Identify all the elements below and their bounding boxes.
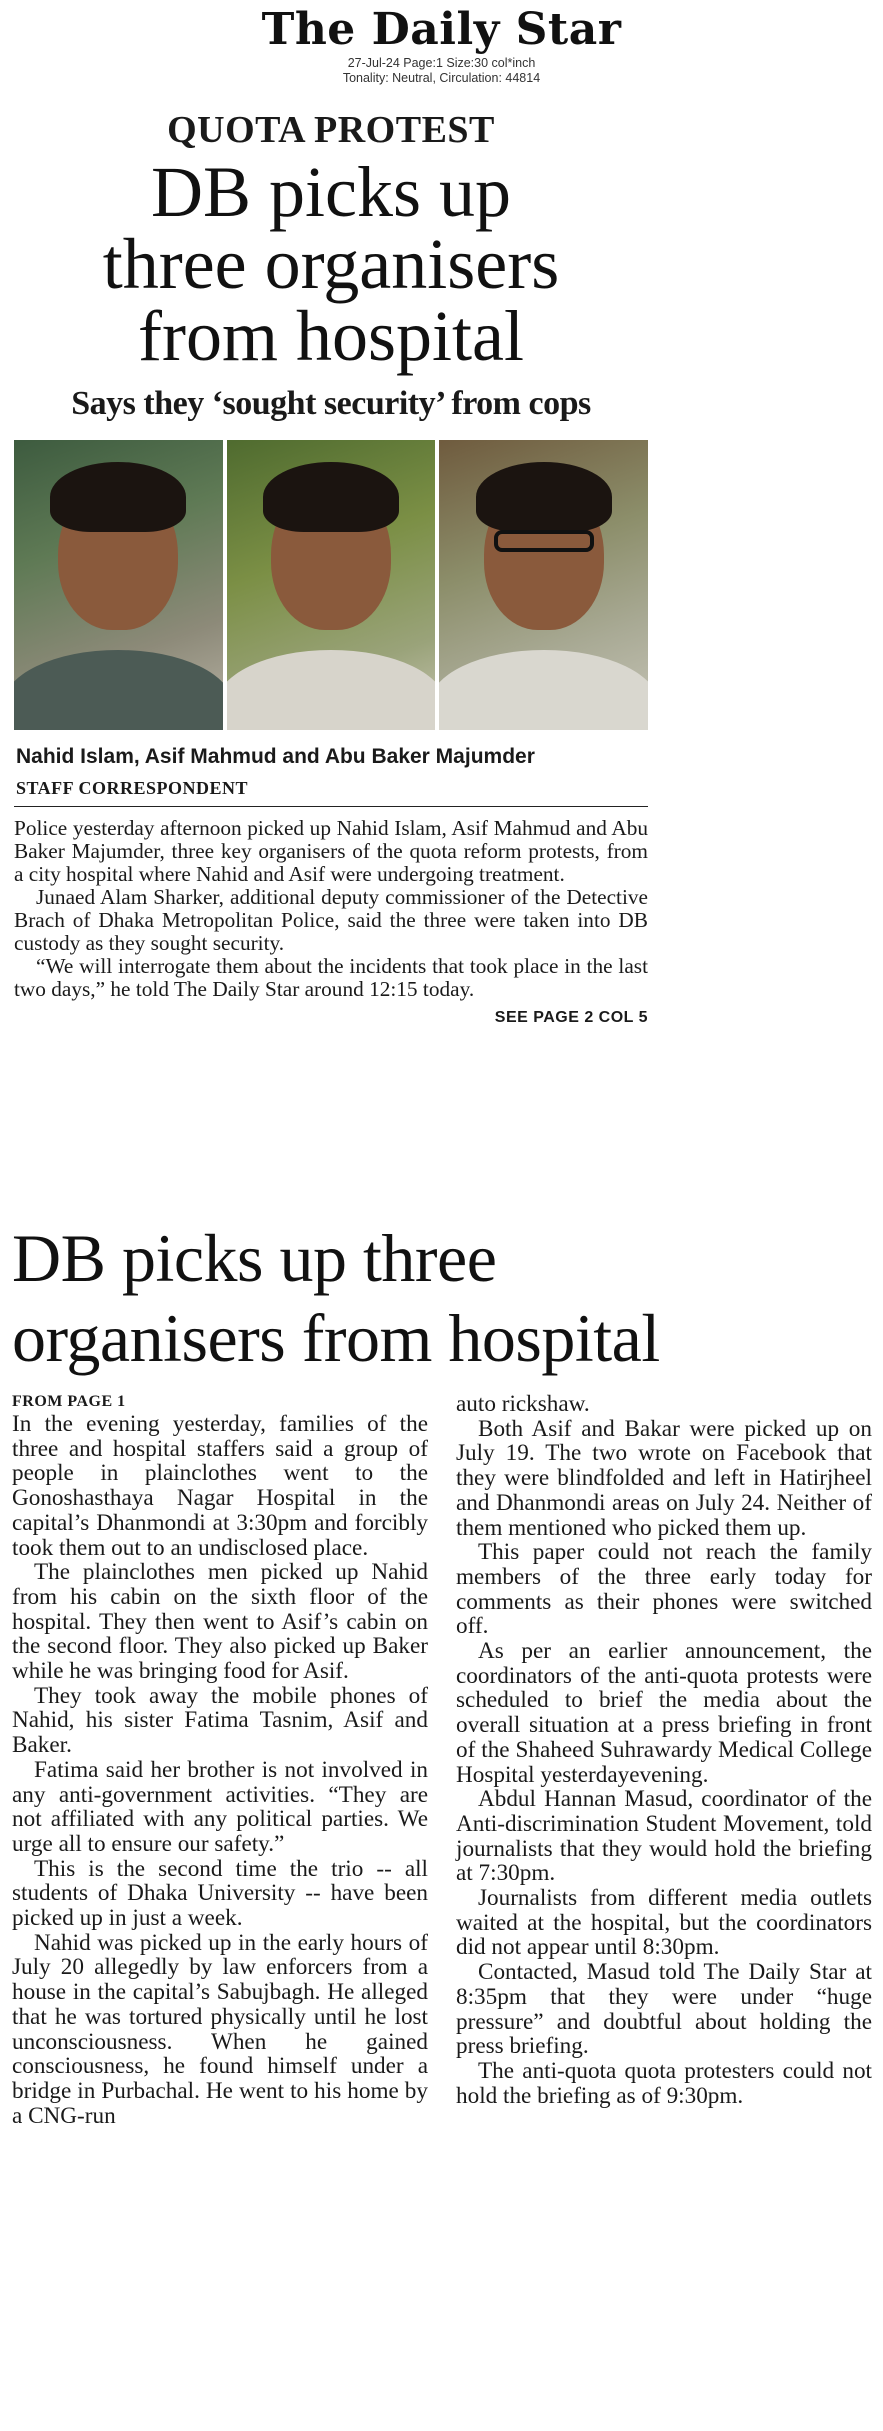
article-paragraph: As per an earlier announcement, the coordinators of the anti-quota protests were scheduled to brief the media about the overall situation at a press briefing in front of the Shaheed Suhrawardy Medical College Hospital yesterdayevening.: [456, 1638, 872, 1788]
article-columns: [12, 1392, 872, 2128]
photo-figure-hair: [50, 462, 186, 532]
jump-headline: [12, 1218, 872, 1378]
article-paragraph: “We will interrogate them about the incidents that took place in the last two days,” he told The Daily Star around 12:15 today.: [14, 954, 648, 1001]
right-column: [456, 1392, 872, 2128]
clipping-meta-line1: 27-Jul-24 Page:1 Size:30 col*inch: [347, 56, 536, 70]
front-headline-line: DB picks up: [151, 152, 511, 232]
article-paragraph: Abdul Hannan Masud, coordinator of the Anti-discrimination Student Movement, told journalists that they would hold the briefing at 7:30pm.: [456, 1786, 872, 1887]
article-paragraph: Police yesterday afternoon picked up Nahid Islam, Asif Mahmud and Abu Baker Majumder, three key organisers of the quota reform protests, from a city hospital where Nahid and Asif were undergoing treatment.: [14, 816, 648, 886]
masthead: [0, 4, 883, 86]
clipping-meta-line2: Tonality: Neutral, Circulation: 44814: [342, 71, 541, 85]
photo-figure-body: [14, 650, 223, 730]
article-paragraph: auto rickshaw.: [456, 1391, 590, 1417]
article-paragraph: This is the second time the trio -- all students of Dhaka University -- have been picked up in just a week.: [12, 1855, 428, 1932]
photo-nahid-islam: [14, 440, 223, 730]
article-paragraph: They took away the mobile phones of Nahid, his sister Fatima Tasnim, Asif and Baker.: [12, 1682, 428, 1759]
photo-figure-hair: [476, 462, 612, 532]
left-column: [12, 1392, 428, 2128]
front-article-body: [14, 817, 648, 1001]
front-page-clipping: [14, 108, 648, 1027]
article-paragraph: This paper could not reach the family members of the three early today for comments as their phones were switched off.: [456, 1539, 872, 1640]
article-paragraph: Nahid was picked up in the early hours of July 20 allegedly by law enforcers from a house in the capital’s Sabujbagh. He alleged that he was tortured physically until he lost unconsciousness. When he gained consciousness, he found himself under a bridge in Purbachal. He went to his home by a CNG-run: [12, 1929, 428, 2129]
photo-asif-mahmud: [227, 440, 436, 730]
photo-figure-glasses: [494, 530, 594, 552]
photo-figure-hair: [263, 462, 399, 532]
photo-strip: [14, 440, 648, 730]
article-paragraph: Fatima said her brother is not involved in any anti-government activities. “They are not affiliated with any political parties. We urge all to ensure our safety.”: [12, 1756, 428, 1857]
kicker: QUOTA PROTEST: [167, 109, 495, 151]
front-headline: [14, 152, 648, 376]
jump-reference: SEE PAGE 2 COL 5: [494, 1009, 648, 1026]
photo-abu-baker-majumder: [439, 440, 648, 730]
from-page-label: FROM PAGE 1: [12, 1393, 126, 1410]
front-headline-line: from hospital: [138, 296, 524, 376]
jump-headline-line: organisers from hospital: [12, 1300, 660, 1376]
jump-headline-line: DB picks up three: [12, 1220, 497, 1296]
article-paragraph: Journalists from different media outlets waited at the hospital, but the coordinators did not appear until 8:30pm.: [456, 1885, 872, 1961]
newspaper-logo: The Daily Star: [261, 4, 622, 55]
photo-caption: Nahid Islam, Asif Mahmud and Abu Baker Majumder: [16, 745, 535, 768]
article-paragraph: The anti-quota quota protesters could not hold the briefing as of 9:30pm.: [456, 2057, 872, 2109]
subheadline: Says they ‘sought security’ from cops: [71, 385, 591, 422]
article-paragraph: In the evening yesterday, families of the three and hospital staffers said a group of people in plainclothes went to the Gonoshasthaya Nagar Hospital in the capital’s Dhanmondi at 3:30pm and forcibly took them out to an undisclosed place.: [12, 1411, 428, 1561]
front-headline-line: three organisers: [102, 224, 560, 304]
jump-page-clipping: [12, 1218, 872, 2128]
article-paragraph: The plainclothes men picked up Nahid from his cabin on the sixth floor of the hospital. They then went to Asif’s cabin on the second floor. They also picked up Baker while he was bringing food for Asif.: [12, 1559, 428, 1685]
photo-figure-body: [227, 650, 436, 730]
article-paragraph: Both Asif and Bakar were picked up on July 19. The two wrote on Facebook that they were blindfolded and left in Hatirjheel and Dhanmondi areas on July 24. Neither of them mentioned who picked them up.: [456, 1415, 872, 1541]
photo-figure-body: [439, 650, 648, 730]
article-paragraph: Contacted, Masud told The Daily Star at 8:35pm that they were under “huge pressure” and doubtful about holding the press briefing.: [456, 1959, 872, 2060]
article-paragraph: Junaed Alam Sharker, additional deputy commissioner of the Detective Brach of Dhaka Metropolitan Police, said the three were taken into DB custody as they sought security.: [14, 885, 648, 955]
byline-divider: [14, 806, 648, 807]
byline: STAFF CORRESPONDENT: [16, 778, 249, 798]
